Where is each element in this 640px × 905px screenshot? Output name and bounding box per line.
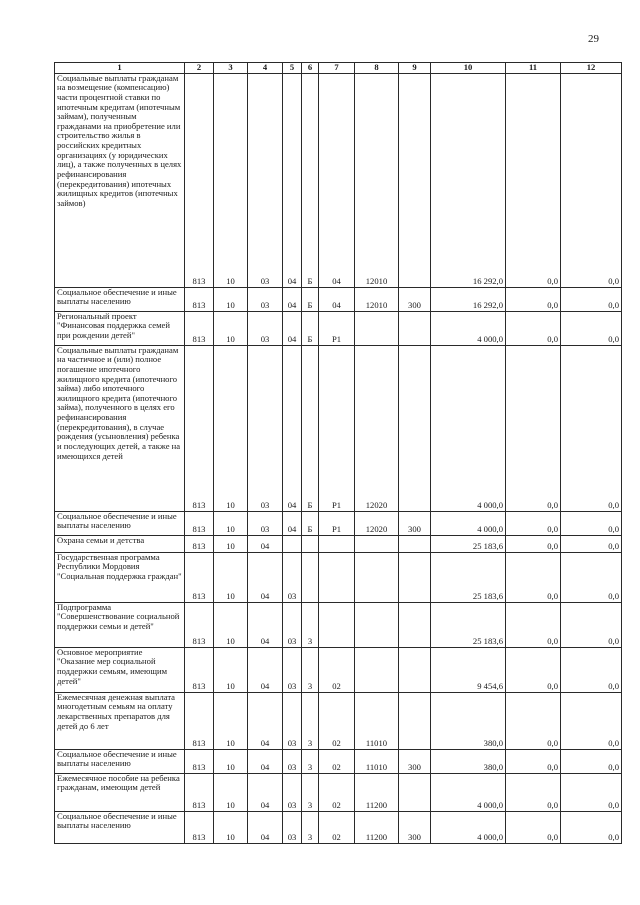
cell-c8: 12010 <box>355 73 399 287</box>
table-row <box>55 602 622 647</box>
cell-c4: 04 <box>248 535 283 552</box>
cell-c4: 04 <box>248 773 283 811</box>
table-row <box>55 511 622 535</box>
cell-c10: 25 183,6 <box>431 602 506 647</box>
cell-c3: 10 <box>214 647 248 692</box>
cell-c6: 3 <box>302 749 319 773</box>
cell-c6 <box>302 535 319 552</box>
table-row <box>55 811 622 843</box>
cell-c3: 10 <box>214 311 248 345</box>
cell-c6: 3 <box>302 602 319 647</box>
cell-c10: 380,0 <box>431 692 506 749</box>
page-number: 29 <box>588 33 599 45</box>
cell-c10: 380,0 <box>431 749 506 773</box>
cell-c4: 03 <box>248 73 283 287</box>
cell-c8 <box>355 647 399 692</box>
cell-c10: 16 292,0 <box>431 287 506 311</box>
cell-c9 <box>399 345 431 511</box>
table-row <box>55 749 622 773</box>
column-header-9: 9 <box>399 63 431 74</box>
row-name: Ежемесячное пособие на ребенка гражданам, имеющим детей <box>55 773 185 811</box>
cell-c12: 0,0 <box>561 552 622 602</box>
cell-c6: Б <box>302 73 319 287</box>
cell-c7: 02 <box>319 749 355 773</box>
cell-c12: 0,0 <box>561 345 622 511</box>
cell-c7: Р1 <box>319 511 355 535</box>
cell-c10: 4 000,0 <box>431 811 506 843</box>
cell-c5: 03 <box>283 647 302 692</box>
cell-c5: 03 <box>283 602 302 647</box>
cell-c3: 10 <box>214 773 248 811</box>
cell-c10: 4 000,0 <box>431 311 506 345</box>
cell-c11: 0,0 <box>506 602 561 647</box>
cell-c12: 0,0 <box>561 811 622 843</box>
cell-c9 <box>399 692 431 749</box>
cell-c7: 02 <box>319 773 355 811</box>
cell-c3: 10 <box>214 552 248 602</box>
cell-c4: 04 <box>248 749 283 773</box>
cell-c11: 0,0 <box>506 311 561 345</box>
cell-c6: Б <box>302 287 319 311</box>
cell-c11: 0,0 <box>506 692 561 749</box>
cell-c3: 10 <box>214 73 248 287</box>
cell-c12: 0,0 <box>561 287 622 311</box>
column-header-11: 11 <box>506 63 561 74</box>
cell-c2: 813 <box>185 749 214 773</box>
cell-c9: 300 <box>399 287 431 311</box>
cell-c8: 11010 <box>355 692 399 749</box>
column-header-5: 5 <box>283 63 302 74</box>
cell-c11: 0,0 <box>506 647 561 692</box>
cell-c5: 04 <box>283 311 302 345</box>
cell-c2: 813 <box>185 773 214 811</box>
cell-c12: 0,0 <box>561 311 622 345</box>
cell-c2: 813 <box>185 647 214 692</box>
table-row <box>55 73 622 287</box>
cell-c5: 04 <box>283 73 302 287</box>
cell-c9 <box>399 311 431 345</box>
cell-c8: 12020 <box>355 345 399 511</box>
table-row <box>55 647 622 692</box>
cell-c4: 04 <box>248 692 283 749</box>
cell-c12: 0,0 <box>561 647 622 692</box>
cell-c7: 02 <box>319 811 355 843</box>
cell-c11: 0,0 <box>506 345 561 511</box>
cell-c5: 04 <box>283 287 302 311</box>
cell-c8: 12020 <box>355 511 399 535</box>
cell-c6 <box>302 552 319 602</box>
cell-c5: 03 <box>283 552 302 602</box>
cell-c11: 0,0 <box>506 287 561 311</box>
cell-c9 <box>399 773 431 811</box>
cell-c7 <box>319 535 355 552</box>
cell-c4: 03 <box>248 287 283 311</box>
cell-c2: 813 <box>185 311 214 345</box>
cell-c2: 813 <box>185 535 214 552</box>
cell-c3: 10 <box>214 749 248 773</box>
cell-c5: 04 <box>283 345 302 511</box>
row-name: Охрана семьи и детства <box>55 535 185 552</box>
cell-c8 <box>355 602 399 647</box>
cell-c4: 03 <box>248 311 283 345</box>
cell-c7: 04 <box>319 73 355 287</box>
cell-c12: 0,0 <box>561 749 622 773</box>
cell-c5: 03 <box>283 773 302 811</box>
table-row <box>55 287 622 311</box>
cell-c4: 04 <box>248 647 283 692</box>
row-name: Основное мероприятие "Оказание мер социальной поддержки семьям, имеющим детей" <box>55 647 185 692</box>
column-header-1: 1 <box>55 63 185 74</box>
row-name: Ежемесячная денежная выплата многодетным семьям на оплату лекарственных препаратов для детей до 6 лет <box>55 692 185 749</box>
cell-c4: 03 <box>248 511 283 535</box>
cell-c7: 02 <box>319 647 355 692</box>
column-header-6: 6 <box>302 63 319 74</box>
cell-c11: 0,0 <box>506 535 561 552</box>
cell-c12: 0,0 <box>561 535 622 552</box>
cell-c12: 0,0 <box>561 692 622 749</box>
cell-c2: 813 <box>185 73 214 287</box>
cell-c4: 03 <box>248 345 283 511</box>
cell-c4: 04 <box>248 552 283 602</box>
column-header-4: 4 <box>248 63 283 74</box>
cell-c7 <box>319 552 355 602</box>
cell-c8: 11200 <box>355 773 399 811</box>
row-name: Социальное обеспечение и иные выплаты населению <box>55 811 185 843</box>
cell-c8: 11010 <box>355 749 399 773</box>
cell-c9 <box>399 602 431 647</box>
cell-c10: 4 000,0 <box>431 773 506 811</box>
cell-c11: 0,0 <box>506 811 561 843</box>
cell-c10: 4 000,0 <box>431 345 506 511</box>
cell-c10: 16 292,0 <box>431 73 506 287</box>
cell-c7: Р1 <box>319 311 355 345</box>
cell-c7 <box>319 602 355 647</box>
cell-c3: 10 <box>214 345 248 511</box>
cell-c6: 3 <box>302 773 319 811</box>
cell-c8 <box>355 311 399 345</box>
row-name: Региональный проект "Финансовая поддержка семей при рождении детей" <box>55 311 185 345</box>
table-row <box>55 311 622 345</box>
cell-c9 <box>399 535 431 552</box>
cell-c5 <box>283 535 302 552</box>
cell-c3: 10 <box>214 511 248 535</box>
cell-c5: 03 <box>283 692 302 749</box>
cell-c12: 0,0 <box>561 602 622 647</box>
cell-c5: 03 <box>283 811 302 843</box>
table-row <box>55 345 622 511</box>
row-name: Государственная программа Республики Мордовия "Социальная поддержка граждан" <box>55 552 185 602</box>
cell-c9: 300 <box>399 749 431 773</box>
cell-c3: 10 <box>214 602 248 647</box>
cell-c8: 11200 <box>355 811 399 843</box>
cell-c2: 813 <box>185 692 214 749</box>
cell-c11: 0,0 <box>506 773 561 811</box>
cell-c6: 3 <box>302 647 319 692</box>
cell-c5: 04 <box>283 511 302 535</box>
cell-c11: 0,0 <box>506 73 561 287</box>
cell-c7: Р1 <box>319 345 355 511</box>
cell-c7: 02 <box>319 692 355 749</box>
cell-c4: 04 <box>248 811 283 843</box>
cell-c12: 0,0 <box>561 511 622 535</box>
cell-c3: 10 <box>214 287 248 311</box>
cell-c11: 0,0 <box>506 552 561 602</box>
cell-c2: 813 <box>185 511 214 535</box>
cell-c9: 300 <box>399 511 431 535</box>
row-name: Социальные выплаты гражданам на частичное и (или) полное погашение ипотечного жилищного кредита (ипотечного займа) либо ипотечного жилищного кредита (ипотечного займа), полученного в целях его рефинансирования (перекредитования), в случае рождения (усыновления) ребенка и последующих детей, а также на имеющихся детей <box>55 345 185 511</box>
cell-c8 <box>355 535 399 552</box>
header-row <box>55 63 622 74</box>
cell-c6: Б <box>302 311 319 345</box>
cell-c2: 813 <box>185 552 214 602</box>
table-row <box>55 535 622 552</box>
row-name: Социальное обеспечение и иные выплаты населению <box>55 287 185 311</box>
cell-c8: 12010 <box>355 287 399 311</box>
column-header-8: 8 <box>355 63 399 74</box>
cell-c2: 813 <box>185 345 214 511</box>
column-header-7: 7 <box>319 63 355 74</box>
cell-c5: 03 <box>283 749 302 773</box>
table-row <box>55 552 622 602</box>
cell-c9 <box>399 647 431 692</box>
cell-c6: 3 <box>302 692 319 749</box>
cell-c2: 813 <box>185 287 214 311</box>
cell-c10: 4 000,0 <box>431 511 506 535</box>
cell-c2: 813 <box>185 811 214 843</box>
cell-c4: 04 <box>248 602 283 647</box>
cell-c10: 9 454,6 <box>431 647 506 692</box>
row-name: Социальные выплаты гражданам на возмещение (компенсацию) части процентной ставки по ипотечным кредитам (ипотечным займам), полученным гражданами на приобретение или строительство жилья в российских кредитных организациях (у юридических лиц), а также полученных в целях рефинансирования (перекредитования) ипотечных жилищных кредитов (ипотечных займов) <box>55 73 185 287</box>
row-name: Подпрограмма "Совершенствование социальной поддержки семьи и детей" <box>55 602 185 647</box>
cell-c12: 0,0 <box>561 73 622 287</box>
column-header-3: 3 <box>214 63 248 74</box>
column-header-2: 2 <box>185 63 214 74</box>
table-row <box>55 692 622 749</box>
cell-c11: 0,0 <box>506 511 561 535</box>
cell-c6: Б <box>302 511 319 535</box>
column-header-10: 10 <box>431 63 506 74</box>
cell-c6: Б <box>302 345 319 511</box>
cell-c9 <box>399 552 431 602</box>
cell-c3: 10 <box>214 535 248 552</box>
cell-c8 <box>355 552 399 602</box>
cell-c9 <box>399 73 431 287</box>
cell-c9: 300 <box>399 811 431 843</box>
cell-c6: 3 <box>302 811 319 843</box>
cell-c10: 25 183,6 <box>431 535 506 552</box>
row-name: Социальное обеспечение и иные выплаты населению <box>55 511 185 535</box>
cell-c2: 813 <box>185 602 214 647</box>
cell-c3: 10 <box>214 692 248 749</box>
row-name: Социальное обеспечение и иные выплаты населению <box>55 749 185 773</box>
cell-c11: 0,0 <box>506 749 561 773</box>
cell-c7: 04 <box>319 287 355 311</box>
column-header-12: 12 <box>561 63 622 74</box>
cell-c10: 25 183,6 <box>431 552 506 602</box>
cell-c12: 0,0 <box>561 773 622 811</box>
cell-c3: 10 <box>214 811 248 843</box>
budget-table <box>54 62 622 844</box>
table-row <box>55 773 622 811</box>
